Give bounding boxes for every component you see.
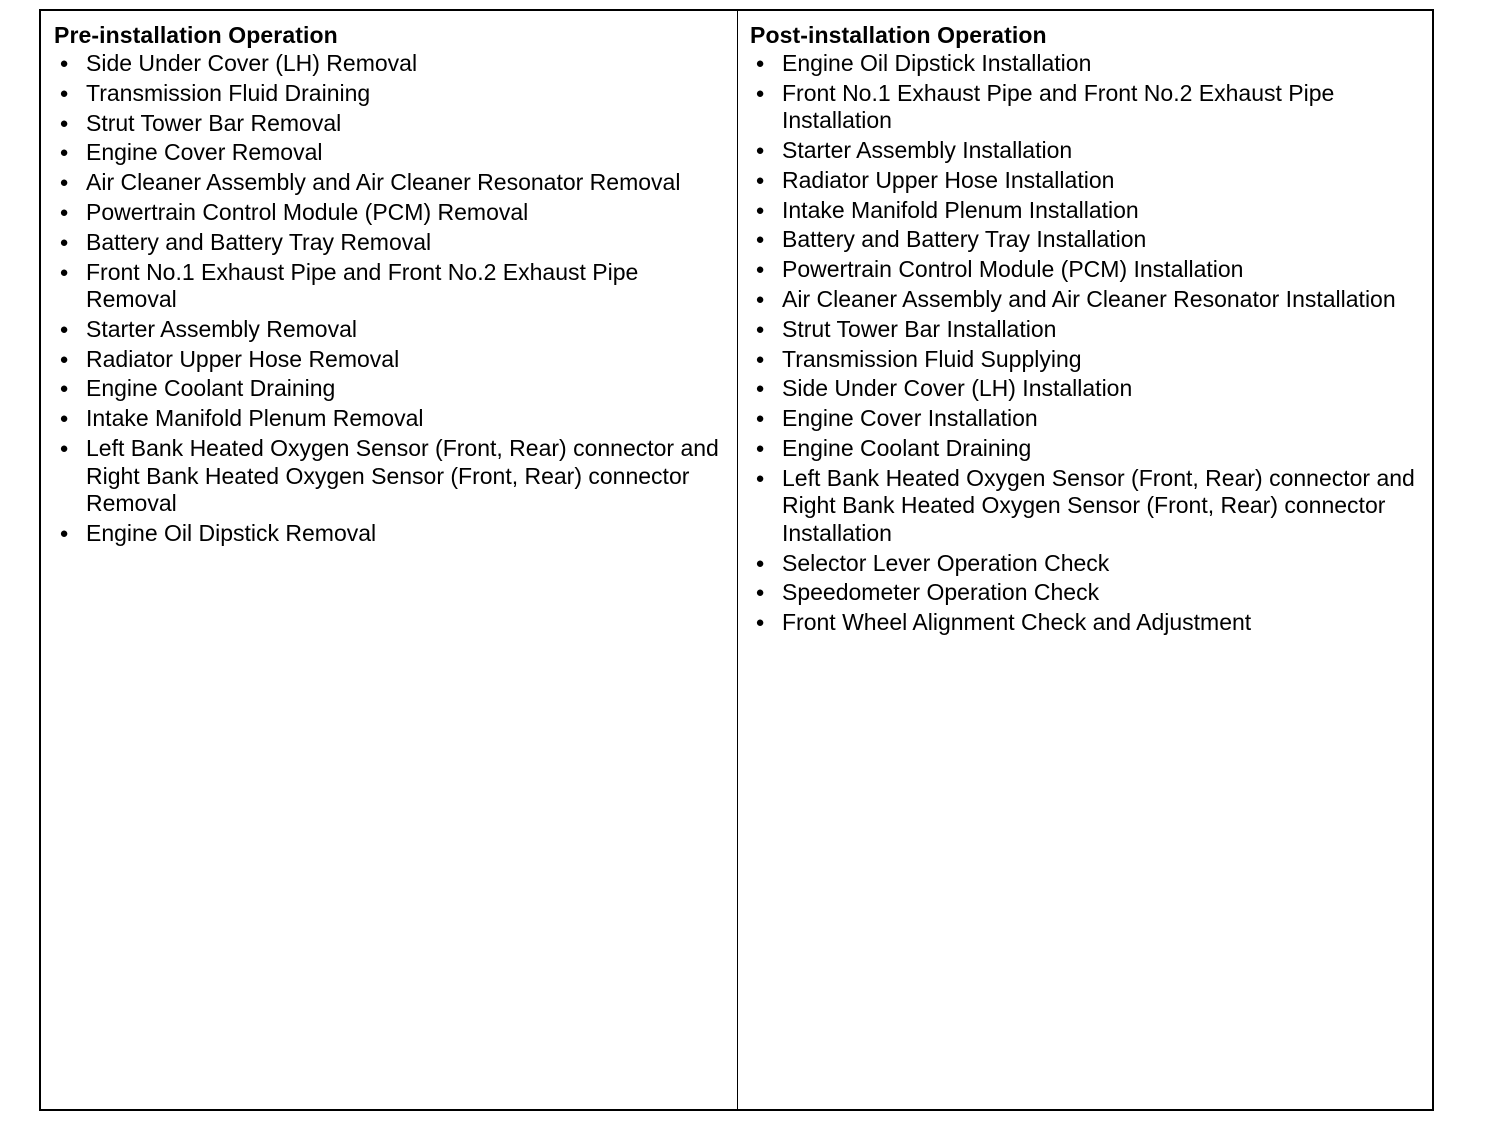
bullet-icon: ● — [59, 320, 69, 338]
list-item — [750, 226, 1420, 254]
list-item — [750, 50, 1420, 78]
list-item-text: Powertrain Control Module (PCM) Removal — [86, 198, 529, 225]
list-item-text: Front Wheel Alignment Check and Adjustment — [782, 609, 1252, 636]
list-item-text: Front No.1 Exhaust Pipe and Front No.2 Exhaust Pipe Removal — [86, 258, 639, 313]
list-item-text: Engine Cover Removal — [86, 139, 323, 166]
list-item — [54, 405, 725, 433]
bullet-icon: ● — [755, 55, 765, 72]
bullet-icon: ● — [59, 84, 69, 102]
list-item — [54, 229, 725, 257]
bullet-icon: ● — [755, 142, 765, 160]
list-item-text: Air Cleaner Assembly and Air Cleaner Resonator Removal — [86, 169, 681, 196]
bullet-icon: ● — [59, 440, 69, 458]
bullet-icon: ● — [59, 524, 69, 542]
list-item-text: Powertrain Control Module (PCM) Installation — [782, 256, 1244, 283]
list-item-text: Battery and Battery Tray Removal — [86, 228, 432, 255]
list-item — [54, 169, 725, 197]
bullet-icon: ● — [59, 55, 69, 72]
list-item — [750, 346, 1420, 374]
list-item-text: Engine Oil Dipstick Removal — [86, 519, 377, 546]
pre-installation-title: Pre-installation Operation — [54, 22, 338, 48]
list-item — [54, 139, 725, 167]
bullet-icon: ● — [59, 114, 69, 132]
bullet-icon: ● — [755, 231, 765, 249]
list-item-text: Side Under Cover (LH) Removal — [86, 50, 418, 76]
bullet-icon: ● — [755, 261, 765, 279]
list-item-text: Side Under Cover (LH) Installation — [782, 375, 1133, 402]
bullet-icon: ● — [755, 84, 765, 102]
list-item-text: Left Bank Heated Oxygen Sensor (Front, Rear) connector and Right Bank Heated Oxygen Sensor (Front, Rear) connector Removal — [86, 435, 719, 517]
list-item-text: Radiator Upper Hose Installation — [782, 166, 1115, 193]
list-item — [54, 346, 725, 374]
list-item-text: Air Cleaner Assembly and Air Cleaner Resonator Installation — [782, 286, 1396, 313]
post-installation-list — [750, 50, 1420, 637]
bullet-icon: ● — [755, 380, 765, 398]
list-item — [54, 50, 725, 78]
list-item — [54, 80, 725, 108]
bullet-icon: ● — [755, 410, 765, 428]
list-item — [54, 259, 725, 314]
list-item — [54, 435, 725, 518]
list-item-text: Selector Lever Operation Check — [782, 549, 1110, 576]
bullet-icon: ● — [59, 263, 69, 281]
list-item-text: Starter Assembly Removal — [86, 315, 357, 342]
list-item-text: Speedometer Operation Check — [782, 579, 1100, 606]
list-item-text: Left Bank Heated Oxygen Sensor (Front, Rear) connector and Right Bank Heated Oxygen Sensor (Front, Rear) connector Installation — [782, 464, 1415, 546]
list-item — [750, 405, 1420, 433]
list-item-text: Strut Tower Bar Removal — [86, 109, 342, 136]
bullet-icon: ● — [59, 233, 69, 251]
list-item-text: Engine Oil Dipstick Installation — [782, 50, 1092, 76]
list-item-text: Strut Tower Bar Installation — [782, 315, 1057, 342]
list-item — [750, 435, 1420, 463]
list-item — [750, 579, 1420, 607]
bullet-icon: ● — [755, 171, 765, 189]
list-item — [750, 316, 1420, 344]
list-item — [54, 520, 725, 548]
list-item — [750, 137, 1420, 165]
pre-installation-column — [41, 11, 738, 1109]
bullet-icon: ● — [755, 584, 765, 602]
list-item — [750, 550, 1420, 578]
bullet-icon: ● — [755, 554, 765, 572]
list-item-text: Intake Manifold Plenum Removal — [86, 405, 424, 432]
post-installation-column — [738, 11, 1432, 1109]
bullet-icon: ● — [755, 350, 765, 368]
list-item-text: Battery and Battery Tray Installation — [782, 226, 1147, 253]
bullet-icon: ● — [59, 380, 69, 398]
list-item — [750, 465, 1420, 548]
bullet-icon: ● — [59, 410, 69, 428]
list-item-text: Engine Cover Installation — [782, 405, 1038, 432]
list-item-text: Engine Coolant Draining — [86, 375, 336, 402]
list-item-text: Radiator Upper Hose Removal — [86, 345, 400, 372]
list-item — [54, 375, 725, 403]
bullet-icon: ● — [755, 320, 765, 338]
bullet-icon: ● — [59, 144, 69, 162]
bullet-icon: ● — [59, 174, 69, 192]
list-item — [750, 197, 1420, 225]
list-item — [750, 256, 1420, 284]
list-item — [750, 609, 1420, 637]
post-installation-title: Post-installation Operation — [750, 22, 1047, 48]
operations-table — [39, 9, 1434, 1111]
bullet-icon: ● — [59, 350, 69, 368]
list-item — [54, 316, 725, 344]
bullet-icon: ● — [755, 469, 765, 487]
bullet-icon: ● — [59, 203, 69, 221]
bullet-icon: ● — [755, 440, 765, 458]
bullet-icon: ● — [755, 614, 765, 632]
list-item-text: Transmission Fluid Supplying — [782, 345, 1082, 372]
list-item — [750, 375, 1420, 403]
list-item-text: Starter Assembly Installation — [782, 137, 1073, 164]
list-item-text: Engine Coolant Draining — [782, 435, 1032, 462]
list-item — [54, 110, 725, 138]
list-item-text: Front No.1 Exhaust Pipe and Front No.2 Exhaust Pipe Installation — [782, 79, 1335, 134]
bullet-icon: ● — [755, 201, 765, 219]
list-item-text: Intake Manifold Plenum Installation — [782, 196, 1139, 223]
list-item — [54, 199, 725, 227]
pre-installation-list — [54, 50, 725, 547]
list-item-text: Transmission Fluid Draining — [86, 79, 371, 106]
bullet-icon: ● — [755, 291, 765, 309]
list-item — [750, 286, 1420, 314]
list-item — [750, 167, 1420, 195]
list-item — [750, 80, 1420, 135]
